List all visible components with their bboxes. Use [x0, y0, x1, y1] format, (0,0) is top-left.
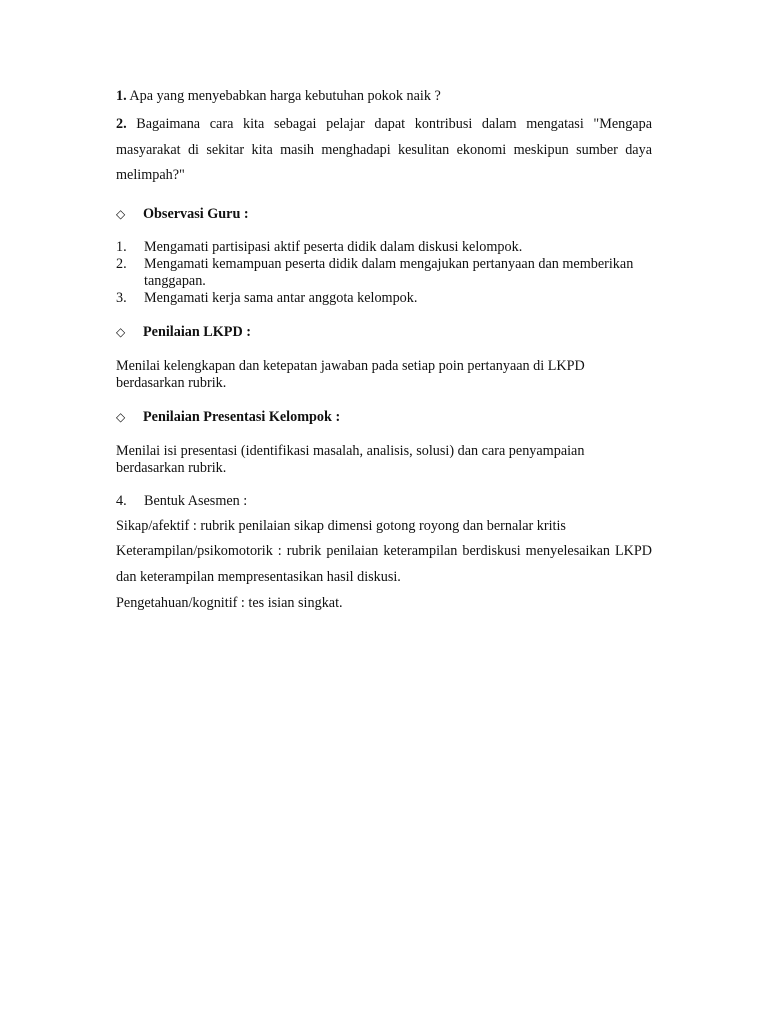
list-item	[116, 256, 652, 290]
lkpd-heading-text: Penilaian LKPD :	[143, 324, 251, 340]
presentasi-description: Menilai isi presentasi (identifikasi masalah, analisis, solusi) dan cara penyampaian berdasarkan rubrik.	[116, 443, 585, 476]
list-item-text: Mengamati partisipasi aktif peserta didik dalam diskusi kelompok.	[144, 239, 523, 255]
presentasi-heading-text: Penilaian Presentasi Kelompok :	[143, 409, 341, 425]
list-item-text: Mengamati kemampuan peserta didik dalam mengajukan pertanyaan dan memberikan tanggapan.	[144, 256, 634, 289]
question-1-text: Apa yang menyebabkan harga kebutuhan pokok naik ?	[126, 88, 441, 104]
observasi-heading-text: Observasi Guru :	[143, 206, 249, 222]
list-item-number: 1.	[116, 239, 127, 255]
asesmen-heading-text: Bentuk Asesmen :	[144, 493, 248, 509]
observasi-heading	[116, 206, 652, 223]
asesmen-pengetahuan: Pengetahuan/kognitif : tes isian singkat.	[116, 595, 343, 611]
diamond-bullet-icon: ◇	[116, 410, 126, 424]
presentasi-heading	[116, 409, 652, 426]
diamond-bullet-icon: ◇	[116, 325, 126, 339]
question-1-number: 1.	[116, 88, 127, 104]
observasi-list	[116, 239, 652, 307]
asesmen-keterampilan: Keterampilan/psikomotorik : rubrik penilaian keterampilan berdiskusi menyelesaikan LKPD dan keterampilan mempresentasikan hasil diskusi.	[116, 543, 652, 585]
question-2-text: Bagaimana cara kita sebagai pelajar dapat kontribusi dalam mengatasi "Mengapa masyarakat di sekitar kita masih menghadapi kesulitan ekonomi meskipun sumber daya melimpah?"	[116, 116, 652, 183]
list-item-text: Mengamati kerja sama antar anggota kelompok.	[144, 290, 418, 306]
asesmen-heading	[116, 493, 652, 510]
list-item	[116, 290, 652, 307]
lkpd-description: Menilai kelengkapan dan ketepatan jawaban pada setiap poin pertanyaan di LKPD berdasarkan rubrik.	[116, 358, 585, 391]
asesmen-sikap: Sikap/afektif : rubrik penilaian sikap dimensi gotong royong dan bernalar kritis	[116, 518, 566, 534]
list-item-number: 2.	[116, 256, 127, 272]
question-1	[116, 88, 652, 105]
diamond-bullet-icon: ◇	[116, 207, 126, 221]
asesmen-number: 4.	[116, 493, 127, 509]
list-item	[116, 239, 652, 256]
question-2-number: 2.	[116, 116, 127, 132]
lkpd-heading	[116, 324, 652, 341]
question-2	[116, 112, 652, 189]
list-item-number: 3.	[116, 290, 127, 306]
